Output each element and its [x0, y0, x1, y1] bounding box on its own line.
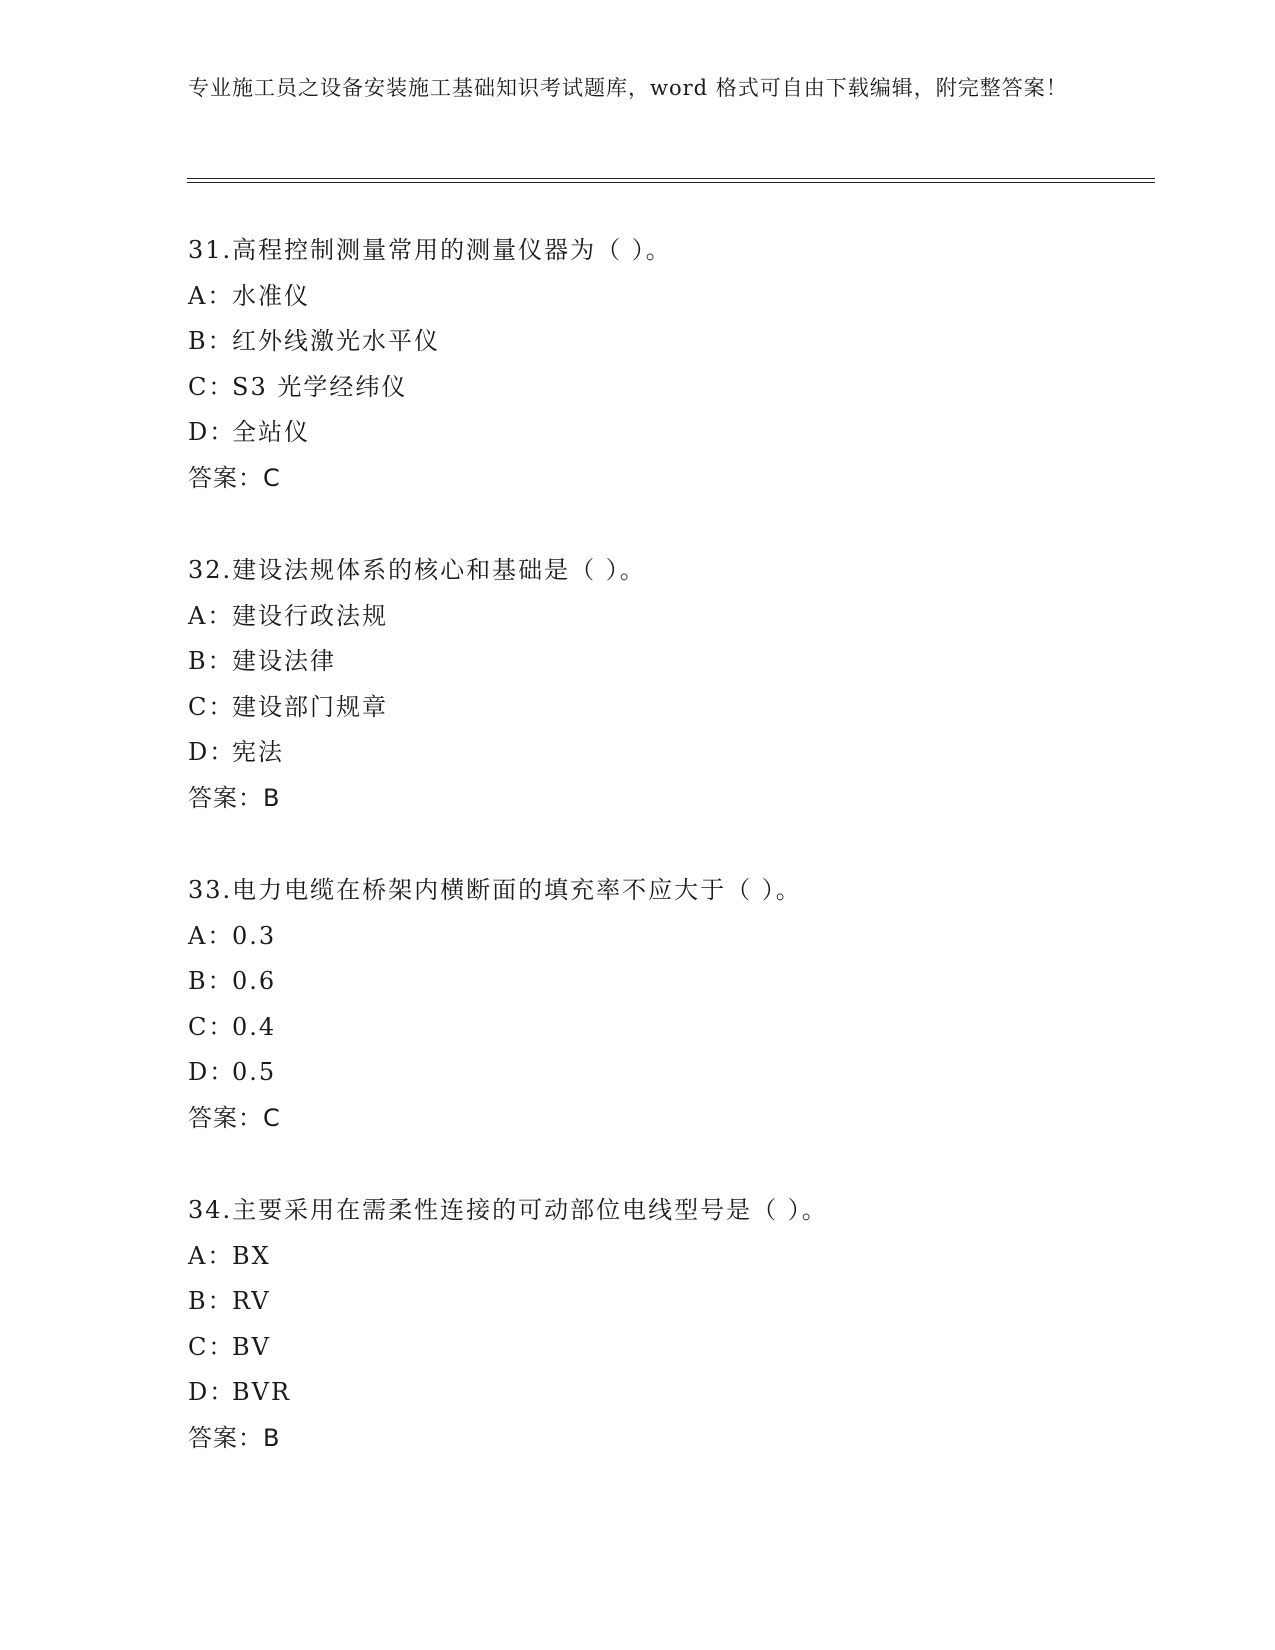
question-31 [188, 232, 1148, 552]
option-text: 0.4 [232, 1012, 277, 1041]
question-stem: 34.主要采用在需柔性连接的可动部位电线型号是（ ）。 [188, 1196, 828, 1224]
option-text: 0.6 [232, 967, 277, 996]
option-letter: B： [188, 1287, 234, 1316]
question-34 [188, 1192, 1148, 1512]
option-letter: C： [188, 1012, 235, 1041]
option-text: 全站仪 [232, 418, 310, 447]
option-d [188, 734, 1148, 780]
option-letter: D： [188, 738, 236, 767]
option-letter: B： [188, 327, 234, 356]
option-letter: C： [188, 692, 235, 721]
answer-line: 答案：C [188, 1103, 281, 1132]
option-text: 建设法律 [232, 647, 336, 676]
option-d [188, 414, 1148, 460]
option-text: 红外线激光水平仪 [232, 327, 440, 356]
option-letter: D： [188, 418, 236, 447]
option-c [188, 1009, 1148, 1055]
header-double-rule [187, 178, 1155, 183]
option-b [188, 963, 1148, 1009]
question-stem: 31.高程控制测量常用的测量仪器为（ ）。 [188, 236, 672, 264]
option-text: BVR [232, 1378, 292, 1407]
option-text: 水准仪 [232, 281, 310, 310]
option-letter: A： [188, 281, 234, 310]
option-b [188, 643, 1148, 689]
question-stem: 32.建设法规体系的核心和基础是（ ）。 [188, 556, 646, 584]
option-text: 0.3 [232, 921, 277, 950]
answer-line: 答案：B [188, 783, 281, 812]
document-header: 专业施工员之设备安装施工基础知识考试题库，word 格式可自由下载编辑，附完整答案！ [188, 76, 1068, 100]
option-a [188, 278, 1148, 324]
answer-line: 答案：B [188, 1423, 281, 1452]
option-letter: C： [188, 1332, 235, 1361]
option-text: BV [232, 1332, 271, 1361]
option-text: 建设行政法规 [232, 601, 388, 630]
option-letter: D： [188, 1058, 236, 1087]
option-c [188, 689, 1148, 735]
option-letter: A： [188, 1241, 234, 1270]
answer-line: 答案：C [188, 463, 281, 492]
option-c [188, 369, 1148, 415]
question-33 [188, 872, 1148, 1192]
option-c [188, 1329, 1148, 1375]
option-b [188, 1283, 1148, 1329]
option-a [188, 918, 1148, 964]
option-letter: B： [188, 647, 234, 676]
option-a [188, 598, 1148, 644]
option-d [188, 1374, 1148, 1420]
option-letter: D： [188, 1378, 236, 1407]
option-text: 0.5 [232, 1058, 277, 1087]
option-letter: A： [188, 921, 234, 950]
question-32 [188, 552, 1148, 872]
option-letter: A： [188, 601, 234, 630]
option-text: BX [232, 1241, 271, 1270]
question-list [188, 232, 1148, 1512]
option-text: RV [232, 1287, 271, 1316]
option-d [188, 1054, 1148, 1100]
option-a [188, 1238, 1148, 1284]
option-text: S3 光学经纬仪 [232, 372, 408, 401]
option-text: 宪法 [232, 738, 284, 767]
option-letter: C： [188, 372, 235, 401]
option-letter: B： [188, 967, 234, 996]
option-text: 建设部门规章 [232, 692, 388, 721]
question-stem: 33.电力电缆在桥架内横断面的填充率不应大于（ ）。 [188, 876, 802, 904]
option-b [188, 323, 1148, 369]
